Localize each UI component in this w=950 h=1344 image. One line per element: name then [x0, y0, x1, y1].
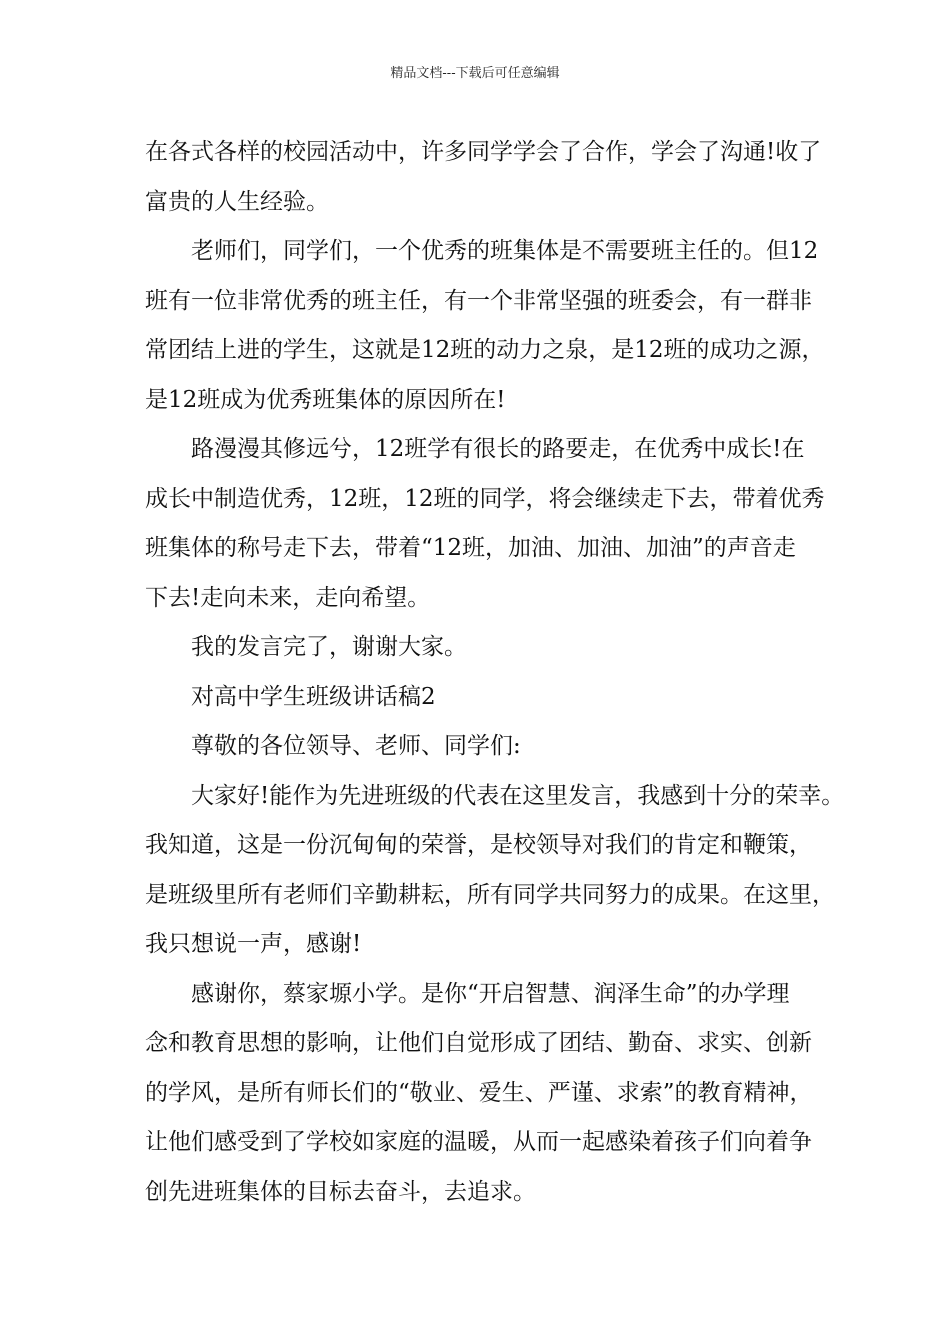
- page-header: 精品文档---下载后可任意编辑: [390, 66, 560, 81]
- paragraph-start: 大家好!能作为先进班级的代表在这里发言，我感到十分的荣幸。: [191, 782, 845, 809]
- salutation: 尊敬的各位领导、老师、同学们:: [191, 733, 521, 759]
- paragraph-start: 路漫漫其修远兮，12班学有很长的路要走，在优秀中成长!在: [191, 436, 805, 462]
- paragraph-start: 我的发言完了，谢谢大家。: [191, 634, 467, 660]
- text-line: 我只想说一声，感谢!: [145, 931, 362, 957]
- text-line: 是12班成为优秀班集体的原因所在!: [145, 386, 506, 413]
- text-line: 在各式各样的校园活动中，许多同学学会了合作，学会了沟通!收了: [145, 139, 822, 165]
- text-line: 班集体的称号走下去，带着“12班，加油、加油、加油”的声音走: [145, 535, 796, 561]
- text-line: 常团结上进的学生，这就是12班的动力之泉，是12班的成功之源，: [145, 337, 825, 363]
- text-line: 成长中制造优秀，12班，12班的同学，将会继续走下去，带着优秀: [145, 485, 825, 512]
- text-line: 是班级里所有老师们辛勤耕耘，所有同学共同努力的成果。在这里，: [145, 881, 835, 908]
- text-line: 富贵的人生经验。: [145, 188, 329, 215]
- text-line: 班有一位非常优秀的班主任，有一个非常坚强的班委会，有一群非: [145, 287, 812, 314]
- text-line: 念和教育思想的影响，让他们自觉形成了团结、勤奋、求实、创新: [145, 1030, 812, 1056]
- document-body: [145, 128, 845, 1217]
- text-line: 的学风，是所有师长们的“敬业、爱生、严谨、求索”的教育精神，: [145, 1079, 813, 1106]
- text-line: 下去!走向未来，走向希望。: [145, 584, 431, 611]
- text-line: 创先进班集体的目标去奋斗，去追求。: [145, 1178, 536, 1205]
- text-line: 让他们感受到了学校如家庭的温暖，从而一起感染着孩子们向着争: [145, 1129, 812, 1155]
- paragraph-start: 老师们，同学们，一个优秀的班集体是不需要班主任的。但12: [191, 238, 819, 264]
- section-title: 对高中学生班级讲话稿2: [191, 683, 436, 710]
- text-line: 我知道，这是一份沉甸甸的荣誉，是校领导对我们的肯定和鞭策，: [145, 832, 812, 858]
- paragraph-start: 感谢你，蔡家塬小学。是你“开启智慧、润泽生命”的办学理: [191, 980, 790, 1007]
